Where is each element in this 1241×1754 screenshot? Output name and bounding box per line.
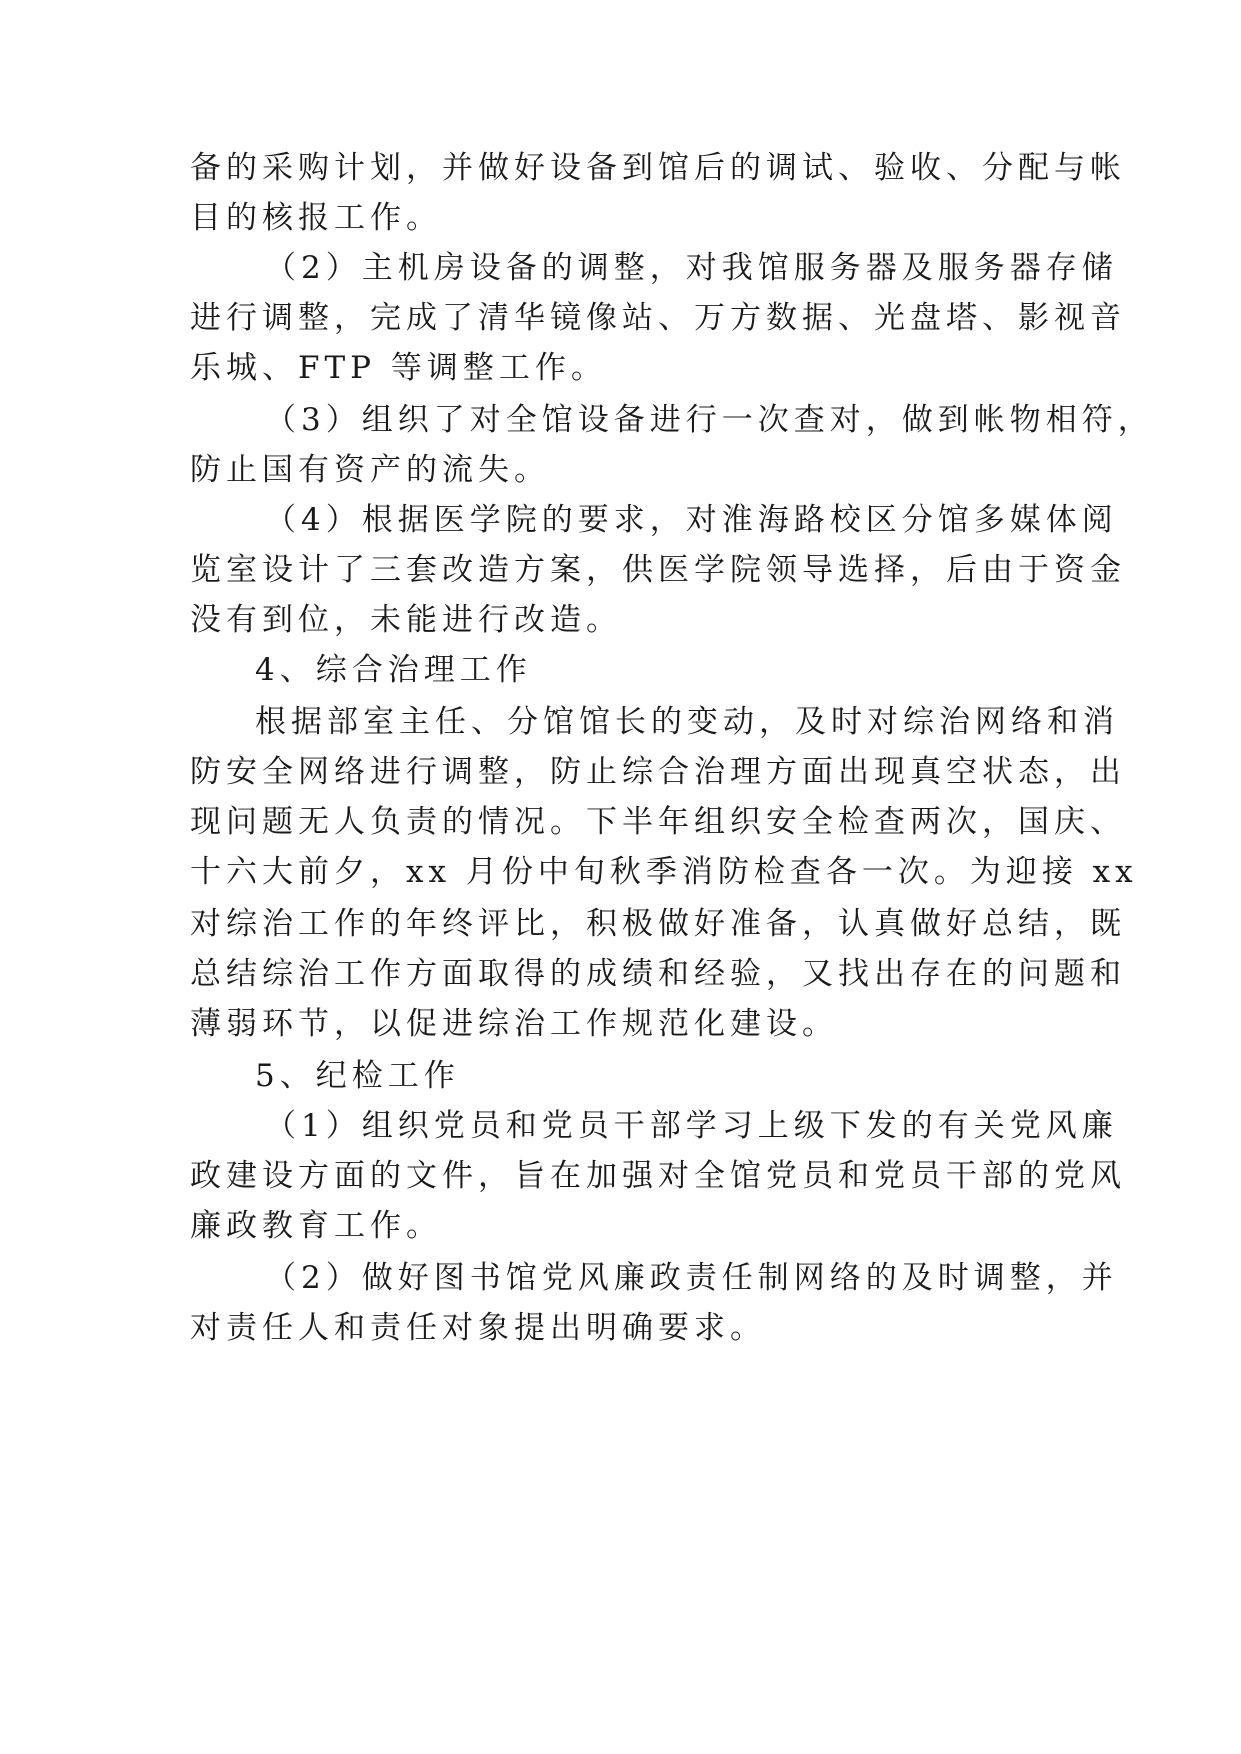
text-line: 防安全网络进行调整，防止综合治理方面出现真空状态，出 (190, 754, 1126, 790)
text-line: 总结综治工作方面取得的成绩和经验，又找出存在的问题和 (190, 956, 1126, 992)
text-line: （3）组织了对全馆设备进行一次查对，做到帐物相符， (265, 402, 1154, 438)
text-line: 防止国有资产的流失。 (190, 452, 550, 488)
text-line: 目的核报工作。 (190, 200, 442, 236)
text-line: （4）根据医学院的要求，对淮海路校区分馆多媒体阅 (265, 502, 1118, 538)
text-line: 十六大前夕，xx 月份中旬秋季消防检查各一次。为迎接 xx (190, 854, 1138, 890)
text-line: 览室设计了三套改造方案，供医学院领导选择，后由于资金 (190, 552, 1126, 588)
text-line: 乐城、FTP 等调整工作。 (190, 350, 607, 386)
text-line: 对责任人和责任对象提出明确要求。 (190, 1310, 766, 1346)
text-line: （1）组织党员和党员干部学习上级下发的有关党风廉 (265, 1108, 1118, 1144)
section-heading: 4、综合治理工作 (255, 652, 532, 688)
text-line: 薄弱环节，以促进综治工作规范化建设。 (190, 1006, 838, 1042)
text-line: 廉政教育工作。 (190, 1208, 442, 1244)
text-line: 现问题无人负责的情况。下半年组织安全检查两次，国庆、 (190, 804, 1126, 840)
text-line: 对综治工作的年终评比，积极做好准备，认真做好总结，既 (190, 906, 1126, 942)
text-line: 没有到位，未能进行改造。 (190, 602, 622, 638)
section-heading: 5、纪检工作 (255, 1058, 460, 1094)
text-line: 政建设方面的文件，旨在加强对全馆党员和党员干部的党风 (190, 1158, 1126, 1194)
text-line: 进行调整，完成了清华镜像站、万方数据、光盘塔、影视音 (190, 300, 1126, 336)
text-line: （2）做好图书馆党风廉政责任制网络的及时调整，并 (265, 1260, 1118, 1296)
text-line: 根据部室主任、分馆馆长的变动，及时对综治网络和消 (255, 704, 1119, 740)
text-line: 备的采购计划，并做好设备到馆后的调试、验收、分配与帐 (190, 150, 1126, 186)
text-line: （2）主机房设备的调整，对我馆服务器及服务器存储 (265, 250, 1118, 286)
